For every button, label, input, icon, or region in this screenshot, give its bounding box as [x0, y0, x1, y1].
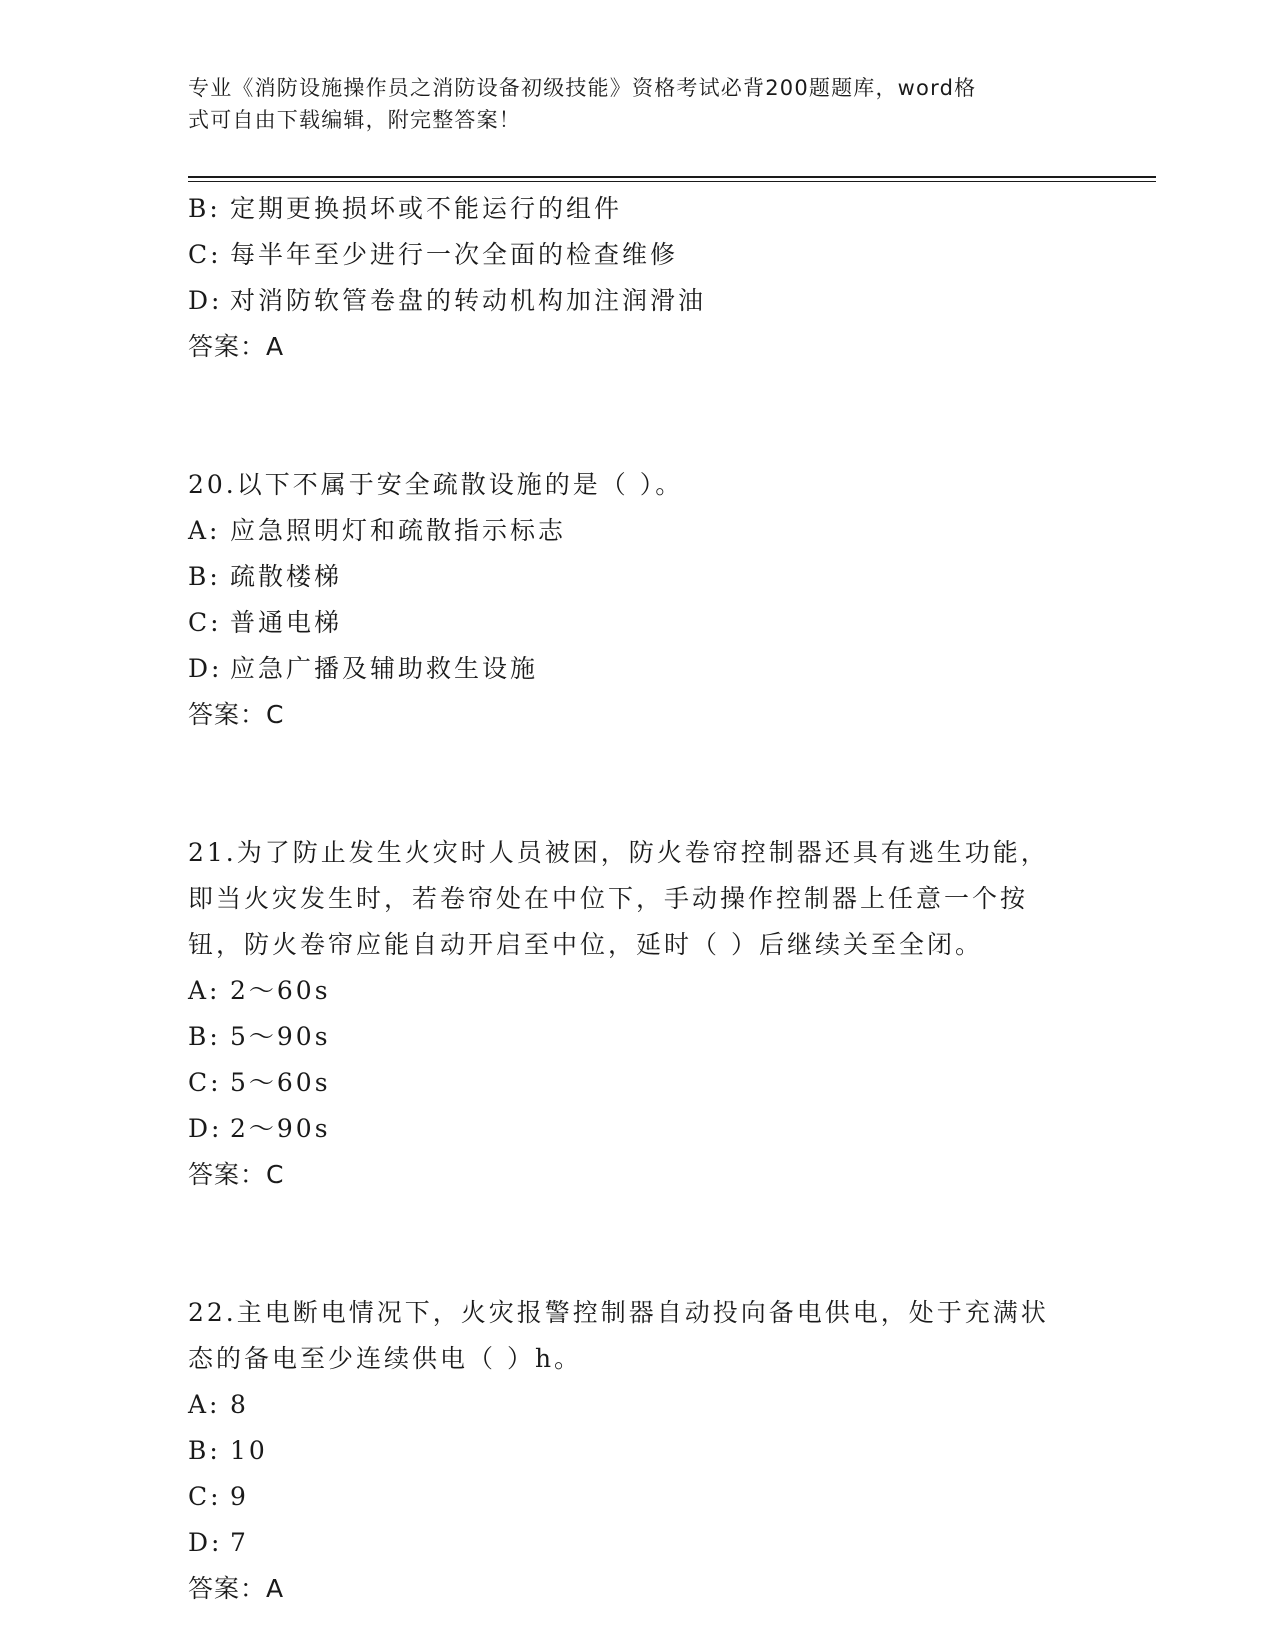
answer-line: 答案：C [188, 1160, 285, 1189]
option-label: B: [188, 1022, 221, 1051]
spacer [188, 738, 1088, 830]
page-header [188, 72, 1068, 136]
option-label: A: [188, 976, 221, 1005]
option-c [188, 1474, 1088, 1520]
option-text: 5～90s [230, 1022, 331, 1051]
option-text: 对消防软管卷盘的转动机构加注润滑油 [230, 286, 707, 315]
option-label: B: [188, 1436, 221, 1465]
option-a [188, 1382, 1088, 1428]
option-b [188, 554, 1088, 600]
option-text: 普通电梯 [230, 608, 343, 637]
header-title-line-1: 专业《消防设施操作员之消防设备初级技能》资格考试必背200题题库，word格 [188, 76, 977, 100]
option-b [188, 186, 1088, 232]
question-20 [188, 462, 1088, 738]
option-text: 应急照明灯和疏散指示标志 [230, 516, 567, 545]
option-text: 9 [230, 1482, 249, 1511]
option-text: 7 [230, 1528, 249, 1557]
option-label: D: [188, 1114, 223, 1143]
option-c [188, 1060, 1088, 1106]
option-label: D: [188, 654, 223, 683]
option-text: 疏散楼梯 [230, 562, 343, 591]
option-c [188, 232, 1088, 278]
option-label: D: [188, 286, 223, 315]
answer-line: 答案：C [188, 700, 285, 729]
answer-line: 答案：A [188, 332, 285, 361]
option-c [188, 600, 1088, 646]
option-text: 2～90s [230, 1114, 331, 1143]
option-text: 10 [230, 1436, 268, 1465]
option-label: C: [188, 240, 222, 269]
option-label: A: [188, 1390, 221, 1419]
option-text: 2～60s [230, 976, 331, 1005]
option-b [188, 1428, 1088, 1474]
question-21 [188, 830, 1088, 1198]
spacer [188, 1198, 1088, 1290]
option-text: 每半年至少进行一次全面的检查维修 [230, 240, 679, 269]
option-d [188, 1520, 1088, 1566]
question-stem-line: 即当火灾发生时，若卷帘处在中位下，手动操作控制器上任意一个按 [188, 884, 1029, 913]
option-label: C: [188, 1482, 222, 1511]
option-text: 5～60s [230, 1068, 331, 1097]
header-divider-thick [188, 176, 1156, 178]
option-b [188, 1014, 1088, 1060]
option-text: 定期更换损坏或不能运行的组件 [230, 194, 623, 223]
option-a [188, 968, 1088, 1014]
answer-line: 答案：A [188, 1574, 285, 1603]
option-label: B: [188, 562, 221, 591]
question-22 [188, 1290, 1088, 1612]
question-stem-line: 21.为了防止发生火灾时人员被困，防火卷帘控制器还具有逃生功能， [188, 838, 1049, 867]
option-d [188, 1106, 1088, 1152]
spacer [188, 370, 1088, 462]
option-label: C: [188, 608, 222, 637]
option-label: B: [188, 194, 221, 223]
question-stem-line: 态的备电至少连续供电（ ）h。 [188, 1344, 583, 1373]
question-stem: 20.以下不属于安全疏散设施的是（ ）。 [188, 470, 684, 499]
option-d [188, 646, 1088, 692]
option-text: 8 [230, 1390, 249, 1419]
header-title-line-2: 式可自由下载编辑，附完整答案！ [188, 108, 521, 132]
option-a [188, 508, 1088, 554]
question-19 [188, 186, 1088, 370]
option-text: 应急广播及辅助救生设施 [230, 654, 539, 683]
question-stem-line: 钮，防火卷帘应能自动开启至中位，延时（ ）后继续关至全闭。 [188, 930, 983, 959]
option-d [188, 278, 1088, 324]
question-list [188, 186, 1088, 1612]
option-label: A: [188, 516, 221, 545]
option-label: C: [188, 1068, 222, 1097]
option-label: D: [188, 1528, 223, 1557]
question-stem-line: 22.主电断电情况下，火灾报警控制器自动投向备电供电，处于充满状 [188, 1298, 1049, 1327]
header-divider-thin [188, 181, 1156, 182]
